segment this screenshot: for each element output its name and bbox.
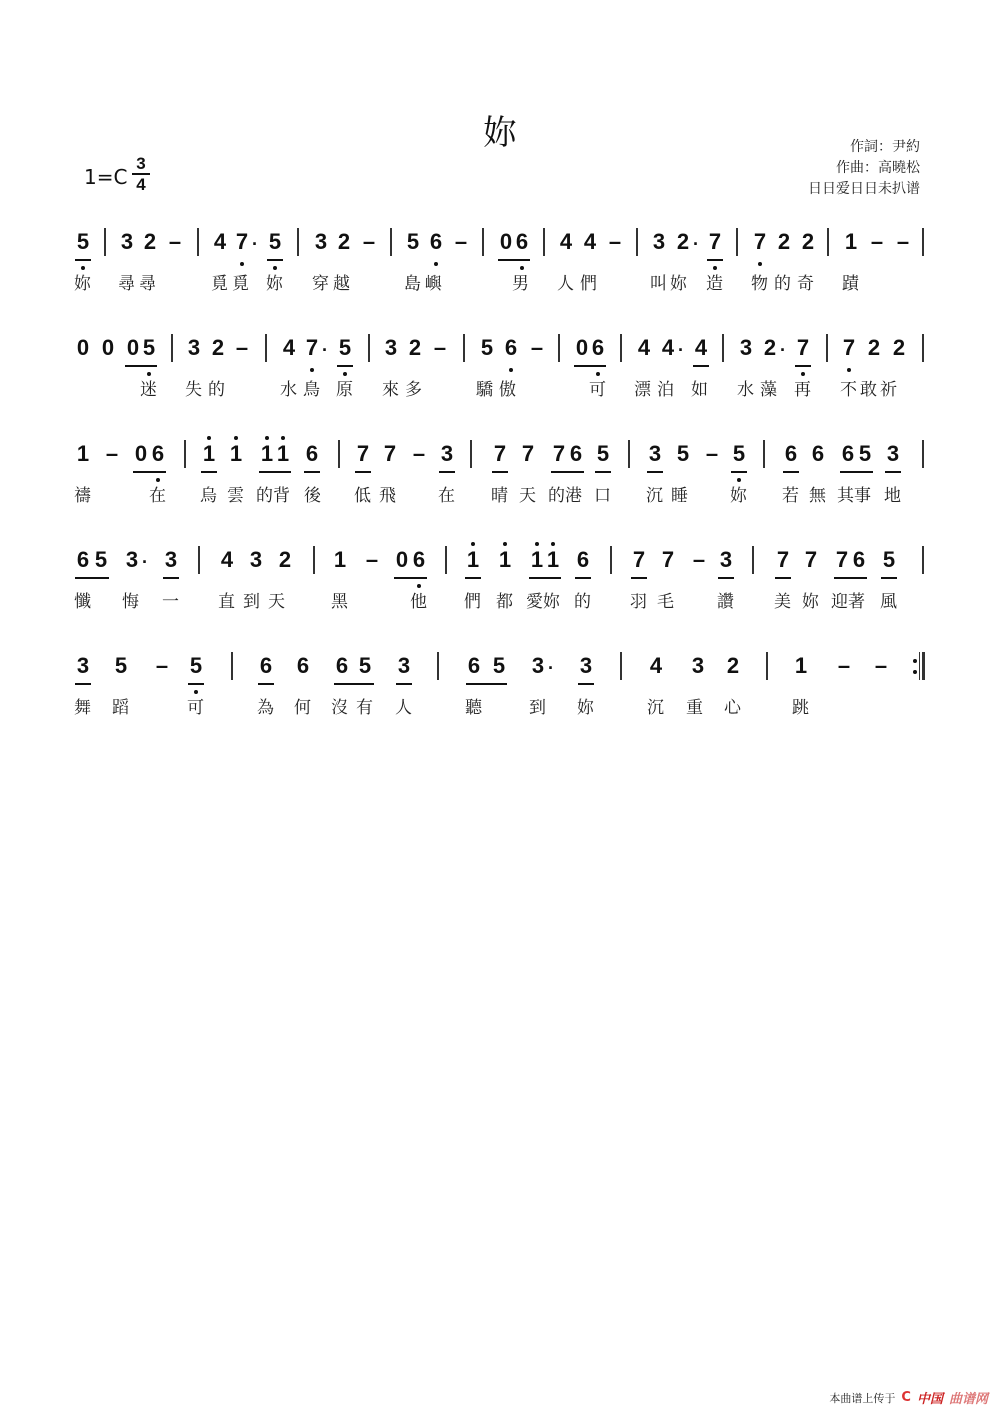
lyric: 物的奇	[751, 274, 820, 294]
lyric: 們	[464, 592, 481, 612]
lyric: 無	[809, 486, 826, 506]
lyric: 都	[496, 592, 513, 612]
lyric: 蹟	[842, 274, 859, 294]
lyric: 口	[594, 486, 611, 506]
lyric: 其事	[837, 486, 871, 506]
lyric: 重	[686, 698, 703, 718]
score-row-3: 1 – 0 6 1 1 1 1 6 7 7 – 3 7 7 7 6 5 3 5 – 5 6 6 6 5 3 禱 在 烏 雲 的背 後 低飛 在 晴 天 的港 口 沉睡 妳 若 無 其事 地	[0, 434, 1000, 534]
lyric: 迎著	[831, 592, 865, 612]
lyric: 禱	[74, 486, 91, 506]
lyric: 妳	[577, 698, 594, 718]
lyric: 羽毛	[630, 592, 684, 612]
lyric: 叫妳	[650, 274, 690, 294]
footer	[829, 1388, 988, 1407]
lyric: 妳	[266, 274, 283, 294]
lyric: 水藻	[737, 380, 783, 400]
site-logo-icon[interactable]: C	[901, 1390, 911, 1405]
lyric: 地	[884, 486, 901, 506]
lyric: 島嶼	[404, 274, 446, 294]
lyric: 愛妳	[526, 592, 560, 612]
lyric: 跳	[792, 698, 809, 718]
lyric: 可	[187, 698, 204, 718]
lyric: 造	[706, 274, 723, 294]
lyric: 穿越	[312, 274, 354, 294]
lyric: 人們	[557, 274, 603, 294]
lyric: 後	[304, 486, 321, 506]
lyric: 雲	[227, 486, 244, 506]
lyric: 的港	[548, 486, 582, 506]
lyric: 沉睡	[646, 486, 696, 506]
lyric: 在	[149, 486, 166, 506]
time-signature-top: 3	[136, 154, 146, 173]
lyric: 讚	[717, 592, 734, 612]
lyric: 妳	[730, 486, 747, 506]
lyric: 沒有	[331, 698, 381, 718]
lyric: 男	[512, 274, 529, 294]
transcriber: 日日爱日日未扒谱	[808, 181, 920, 197]
lyric: 晴	[491, 486, 508, 506]
score-row-4: 6 5 3 · 3 4 3 2 1 – 0 6 1 1 1 1 6 7 7 – 3 7 7 7 6 5 懺 悔 一 直到天 黑 他 們 都 愛妳 的 羽毛 讚 美 妳 迎著 風	[0, 540, 1000, 640]
lyric: 在	[438, 486, 455, 506]
score-row-2: 0 0 0 5 3 2 – 4 7 · 5 3 2 – 5 6 – 0 6 4 4 · 4 3 2 · 7 7 2 2 迷 失的 水鳥 原 來多 驕傲 可 漂泊 如 水藻 再 不敢祈	[0, 328, 1000, 428]
credits	[808, 137, 920, 200]
lyric: 失的	[185, 380, 231, 400]
lyric: 不敢祈	[840, 380, 900, 400]
lyric: 舞	[74, 698, 91, 718]
lyric: 直到天	[218, 592, 293, 612]
lyric: 悔	[122, 592, 139, 612]
site-logo-text-main[interactable]: 中国	[916, 1392, 943, 1407]
composer: 作曲：高曉松	[836, 160, 920, 176]
lyric: 覓覓	[211, 274, 253, 294]
lyric: 天	[519, 486, 536, 506]
lyric: 黑	[331, 592, 348, 612]
upload-text: 本曲谱上传于	[829, 1391, 896, 1405]
lyric: 來多	[382, 380, 428, 400]
score-row-1: 5 3 2 – 4 7 · 5 3 2 – 5 6 – 0 6 4 4 – 3 2 · 7 7 2 2 1 – – 妳 尋尋 覓覓 妳 穿越 島嶼 男 人們 叫妳 造 物的奇 蹟	[0, 222, 1000, 322]
lyric: 美	[774, 592, 791, 612]
lyric: 水鳥	[280, 380, 326, 400]
lyric: 的	[574, 592, 591, 612]
lyric: 妳	[802, 592, 819, 612]
lyric: 一	[162, 592, 179, 612]
site-logo-text-sub[interactable]: 曲谱网	[948, 1392, 988, 1407]
lyric: 懺	[74, 592, 91, 612]
lyric: 他	[410, 592, 427, 612]
lyricist: 作詞：尹約	[850, 139, 920, 155]
lyric: 如	[691, 380, 708, 400]
time-signature-bottom: 4	[136, 175, 146, 194]
lyric: 若	[782, 486, 799, 506]
lyric: 妳	[74, 274, 91, 294]
lyric: 人	[395, 698, 412, 718]
lyric: 蹈	[112, 698, 129, 718]
lyric: 尋尋	[118, 274, 160, 294]
lyric: 烏	[200, 486, 217, 506]
lyric: 到	[529, 698, 546, 718]
lyric: 的背	[256, 486, 290, 506]
lyric: 漂泊	[634, 380, 680, 400]
lyric: 風	[880, 592, 897, 612]
lyric: 原	[336, 380, 353, 400]
lyric: 心	[724, 698, 741, 718]
lyric: 聽	[465, 698, 482, 718]
lyric: 為	[257, 698, 274, 718]
song-title: 妳	[483, 113, 517, 153]
lyric: 再	[794, 380, 811, 400]
lyric: 何	[294, 698, 311, 718]
lyric: 沉	[647, 698, 664, 718]
lyric: 迷	[140, 380, 157, 400]
lyric: 可	[589, 380, 606, 400]
score-row-5: 3 5 – 5 6 6 6 5 3 6 5 3 · 3 4 3 2 1 – – 舞 蹈 可 為 何 沒有 人 聽 到 妳 沉 重 心 跳	[0, 646, 1000, 746]
time-signature	[132, 155, 150, 193]
key-signature: 1=C	[84, 165, 128, 189]
lyric: 低飛	[354, 486, 404, 506]
lyric: 驕傲	[476, 380, 522, 400]
